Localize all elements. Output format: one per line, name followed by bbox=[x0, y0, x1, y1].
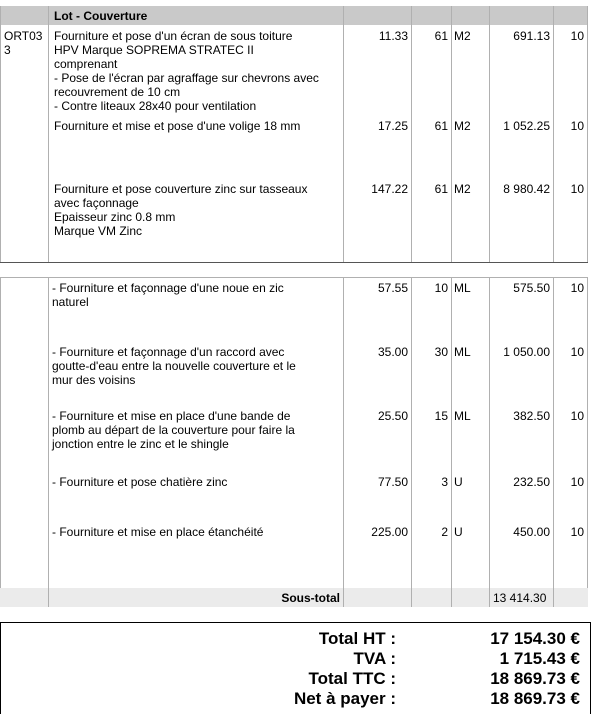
grid-line bbox=[553, 6, 554, 262]
grid-line bbox=[0, 277, 1, 607]
grid-line bbox=[587, 277, 588, 607]
table-bottom-line bbox=[0, 262, 588, 263]
item-unit: M2 bbox=[454, 119, 471, 133]
section-title: Lot - Couverture bbox=[54, 9, 148, 23]
item-unit: M2 bbox=[454, 182, 471, 196]
item-total: 575.50 bbox=[513, 281, 550, 295]
item-quantity: 61 bbox=[434, 29, 448, 43]
total-ht-label: Total HT : bbox=[318, 629, 396, 648]
item-quantity: 15 bbox=[434, 409, 448, 423]
total-ht-value: 17 154.30 € bbox=[490, 629, 580, 648]
item-description: - Fourniture et façonnage d'une noue en zic naturel bbox=[52, 281, 284, 309]
item-quantity: 2 bbox=[441, 525, 448, 539]
item-vat-rate: 10 bbox=[570, 475, 584, 489]
item-vat-rate: 10 bbox=[570, 182, 584, 196]
grid-line bbox=[451, 6, 452, 262]
table-top-line bbox=[0, 277, 588, 278]
item-total: 8 980.42 bbox=[503, 182, 550, 196]
item-quantity: 30 bbox=[434, 345, 448, 359]
grid-line bbox=[489, 6, 490, 262]
net-a-payer-label: Net à payer : bbox=[293, 689, 396, 708]
item-vat-rate: 10 bbox=[570, 409, 584, 423]
item-description: - Fourniture et mise en place étanchéité bbox=[52, 525, 264, 539]
item-total: 232.50 bbox=[513, 475, 550, 489]
item-unit-price: 17.25 bbox=[377, 119, 408, 133]
grid-line bbox=[451, 277, 452, 607]
grid-line bbox=[553, 277, 554, 607]
grid-line bbox=[343, 6, 344, 262]
item-vat-rate: 10 bbox=[570, 29, 584, 43]
grid-line bbox=[48, 6, 49, 262]
total-ttc-value: 18 869.73 € bbox=[490, 669, 580, 688]
grid-line bbox=[343, 588, 344, 607]
item-code: ORT03 3 bbox=[4, 29, 43, 57]
item-total: 691.13 bbox=[513, 29, 550, 43]
tva-value: 1 715.43 € bbox=[499, 649, 580, 668]
item-unit: U bbox=[454, 475, 463, 489]
item-unit: ML bbox=[454, 409, 471, 423]
item-description: - Fourniture et mise en place d'une bande de plomb au départ de la couverture pour faire la jonction entre le zinc et le shingle bbox=[52, 409, 295, 451]
item-vat-rate: 10 bbox=[570, 345, 584, 359]
item-total: 1 052.25 bbox=[503, 119, 550, 133]
grid-line bbox=[489, 588, 490, 607]
item-quantity: 10 bbox=[434, 281, 448, 295]
grid-line bbox=[553, 588, 554, 607]
item-unit: ML bbox=[454, 345, 471, 359]
item-total: 1 050.00 bbox=[503, 345, 550, 359]
item-vat-rate: 10 bbox=[570, 525, 584, 539]
grid-line bbox=[411, 6, 412, 262]
item-unit: ML bbox=[454, 281, 471, 295]
grid-line bbox=[343, 277, 344, 607]
item-unit-price: 225.00 bbox=[371, 525, 408, 539]
item-description: - Fourniture et pose chatière zinc bbox=[52, 475, 228, 489]
item-quantity: 61 bbox=[434, 119, 448, 133]
item-total: 450.00 bbox=[513, 525, 550, 539]
grid-line bbox=[411, 277, 412, 607]
item-quantity: 61 bbox=[434, 182, 448, 196]
item-vat-rate: 10 bbox=[570, 281, 584, 295]
item-unit-price: 11.33 bbox=[378, 29, 408, 43]
total-ttc-label: Total TTC : bbox=[308, 669, 396, 688]
grid-line bbox=[411, 588, 412, 607]
item-unit: M2 bbox=[454, 29, 471, 43]
grid-line bbox=[587, 6, 588, 262]
net-a-payer-value: 18 869.73 € bbox=[490, 689, 580, 708]
item-unit-price: 147.22 bbox=[371, 182, 408, 196]
item-unit-price: 35.00 bbox=[377, 345, 408, 359]
grid-line bbox=[0, 6, 1, 262]
subtotal-label: Sous-total bbox=[281, 591, 340, 605]
grid-line bbox=[48, 277, 49, 607]
item-description: Fourniture et pose couverture zinc sur tasseaux avec façonnage Epaisseur zinc 0.8 mm Marque VM Zinc bbox=[54, 182, 308, 238]
item-unit-price: 77.50 bbox=[377, 475, 408, 489]
item-description: Fourniture et pose d'un écran de sous toiture HPV Marque SOPREMA STRATEC II comprenant - Pose de l'écran par agraffage sur chevrons avec recouvrement de 10 cm - Contre liteaux 28x40 pour ventilation bbox=[54, 29, 319, 113]
grid-line bbox=[489, 277, 490, 607]
item-vat-rate: 10 bbox=[570, 119, 584, 133]
item-total: 382.50 bbox=[513, 409, 550, 423]
item-unit-price: 57.55 bbox=[377, 281, 408, 295]
item-description: - Fourniture et façonnage d'un raccord avec goutte-d'eau entre la nouvelle couverture et le mur des voisins bbox=[52, 345, 296, 387]
grid-line bbox=[451, 588, 452, 607]
item-unit: U bbox=[454, 525, 463, 539]
grid-line bbox=[48, 588, 49, 607]
item-description: Fourniture et mise et pose d'une volige 18 mm bbox=[54, 119, 301, 133]
tva-label: TVA : bbox=[353, 649, 396, 668]
subtotal-value: 13 414.30 bbox=[493, 591, 547, 605]
item-quantity: 3 bbox=[441, 475, 448, 489]
item-unit-price: 25.50 bbox=[377, 409, 408, 423]
